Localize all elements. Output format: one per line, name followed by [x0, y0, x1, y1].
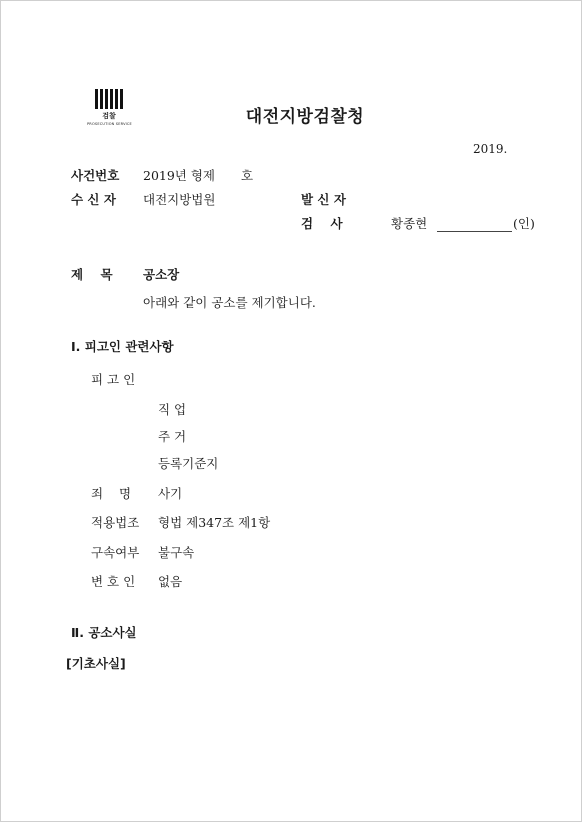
- charge-label: 죄 명: [91, 486, 132, 501]
- section-1-heading: Ⅰ. 피고인 관련사항: [71, 339, 174, 354]
- charge-value: 사기: [158, 486, 183, 501]
- detention-label: 구속여부: [91, 545, 140, 560]
- recipient-label: 수 신 자: [71, 192, 116, 207]
- subject-body: 아래와 같이 공소를 제기합니다.: [143, 295, 316, 310]
- signature-line: [437, 231, 512, 232]
- document-date: 2019.: [473, 142, 508, 156]
- sender-label: 발 신 자: [301, 192, 346, 207]
- address-label: 주 거: [158, 429, 187, 444]
- seal-mark: (인): [513, 216, 535, 231]
- applicable-law-label: 적용법조: [91, 515, 140, 530]
- document-title: 대전지방검찰청: [245, 107, 365, 127]
- defense-counsel-value: 없음: [158, 574, 183, 589]
- case-number-suffix: 호: [241, 168, 254, 183]
- defendant-label: 피 고 인: [91, 372, 136, 387]
- case-number-year: 2019년 형제: [143, 168, 216, 183]
- section-2-heading: Ⅱ. 공소사실: [71, 625, 137, 640]
- prosecution-logo: 검찰 PROSECUTION SERVICE: [87, 89, 131, 126]
- subject-value: 공소장: [143, 267, 180, 282]
- case-number-label: 사건번호: [71, 168, 120, 183]
- recipient-value: 대전지방법원: [143, 192, 216, 207]
- defense-counsel-label: 변 호 인: [91, 574, 136, 589]
- registered-domicile-label: 등록기준지: [158, 456, 219, 471]
- prosecutor-label: 검 사: [301, 216, 343, 231]
- applicable-law-value: 형법 제347조 제1항: [158, 515, 271, 530]
- detention-value: 불구속: [158, 545, 195, 560]
- subject-label: 제 목: [71, 267, 113, 282]
- basic-facts-heading: [기초사실]: [66, 656, 126, 671]
- occupation-label: 직 업: [158, 402, 187, 417]
- prosecutor-name: 황종현: [391, 216, 428, 231]
